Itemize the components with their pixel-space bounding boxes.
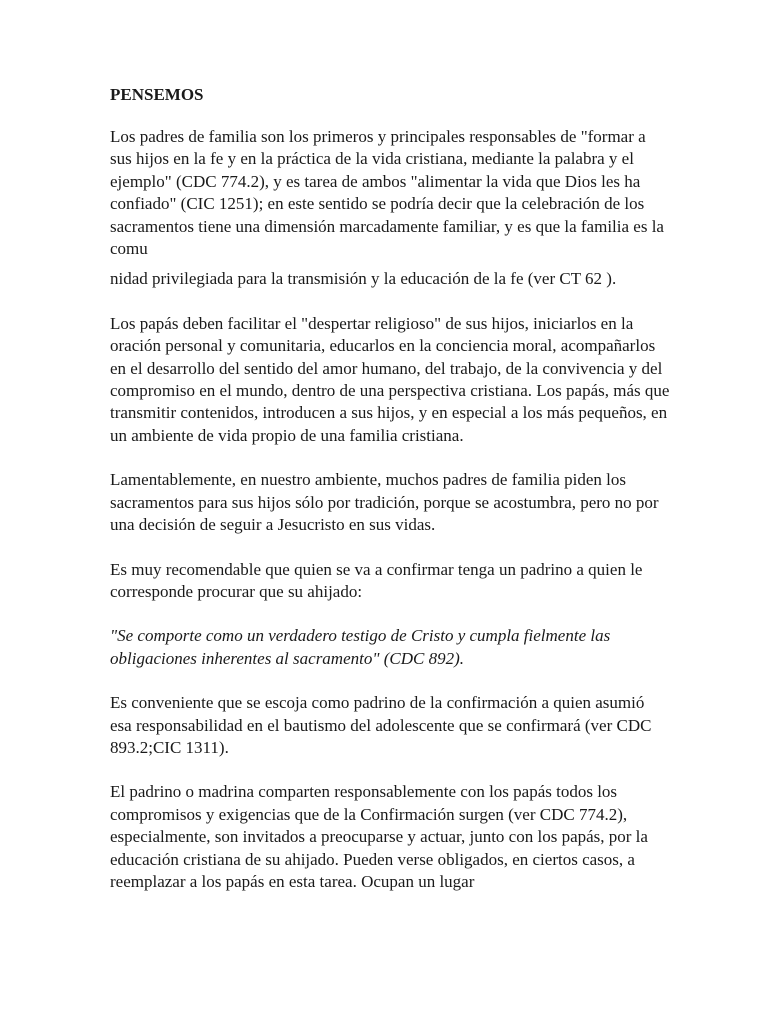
paragraph-baptism-godparent: Es conveniente que se escoja como padrino de la confirmación a quien asumió esa responsabilidad en el bautismo del adolescente que se confirmará (ver CDC 893.2;CIC 1311). (110, 693, 652, 757)
paragraph-gap (110, 537, 670, 559)
paragraph-continuation: nidad privilegiada para la transmisión y la educación de la fe (ver CT 62 ). (110, 269, 617, 289)
document-page (110, 84, 670, 893)
paragraph-religious-awakening: Los papás deben facilitar el "despertar religioso" de sus hijos, iniciarlos en la oración personal y comunitaria, educarlos en la conciencia moral, acompañarlos en el desarrollo del sentido del amor humano, del trabajo, de la convivencia y del compromiso en el mundo, dentro de una perspectiva cristiana. Los papás, más que transmitir contenidos, introducen a sus hijos, y en especial a los más pequeños, en un ambiente de vida propio de una familia cristiana. (110, 313, 670, 445)
paragraph-gap (110, 260, 670, 268)
paragraph-godparent: Es muy recomendable que quien se va a confirmar tenga un padrino a quien le corresponde procurar que su ahijado: (110, 559, 643, 601)
paragraph-gap (110, 447, 670, 469)
paragraph-gap (110, 603, 670, 625)
paragraph-gap (110, 291, 670, 313)
paragraph-tradition: Lamentablemente, en nuestro ambiente, muchos padres de familia piden los sacramentos para sus hijos sólo por tradición, porque se acostumbra, pero no por una decisión de seguir a Jesucristo en sus vidas. (110, 470, 659, 535)
paragraph-parents-responsibility: Los padres de familia son los primeros y principales responsables de "formar a sus hijos en la fe y en la práctica de la vida cristiana, mediante la palabra y el ejemplo" (CDC 774.2), y es tarea de ambos "alimentar la vida que Dios les ha confiado" (CIC 1251); en este sentido se podría decir que la celebración de los sacramentos tiene una dimensión marcadamente familiar, y es que la familia es la comu (110, 127, 664, 259)
paragraph-shared-commitments: El padrino o madrina comparten responsablemente con los papás todos los compromisos y exigencias que de la Confirmación surgen (ver CDC 774.2), especialmente, son invitados a preocuparse y actuar, junto con los papás, por la educación cristiana de su ahijado. Pueden verse obligados, en ciertos casos, a reemplazar a los papás en esta tarea. Ocupan un lugar (110, 782, 648, 891)
paragraph-gap (110, 759, 670, 781)
paragraph-gap (110, 670, 670, 692)
paragraph-quote: "Se comporte como un verdadero testigo de Cristo y cumpla fielmente las obligaciones inherentes al sacramento" (CDC 892). (110, 626, 611, 668)
document-title: PENSEMOS (110, 85, 204, 104)
